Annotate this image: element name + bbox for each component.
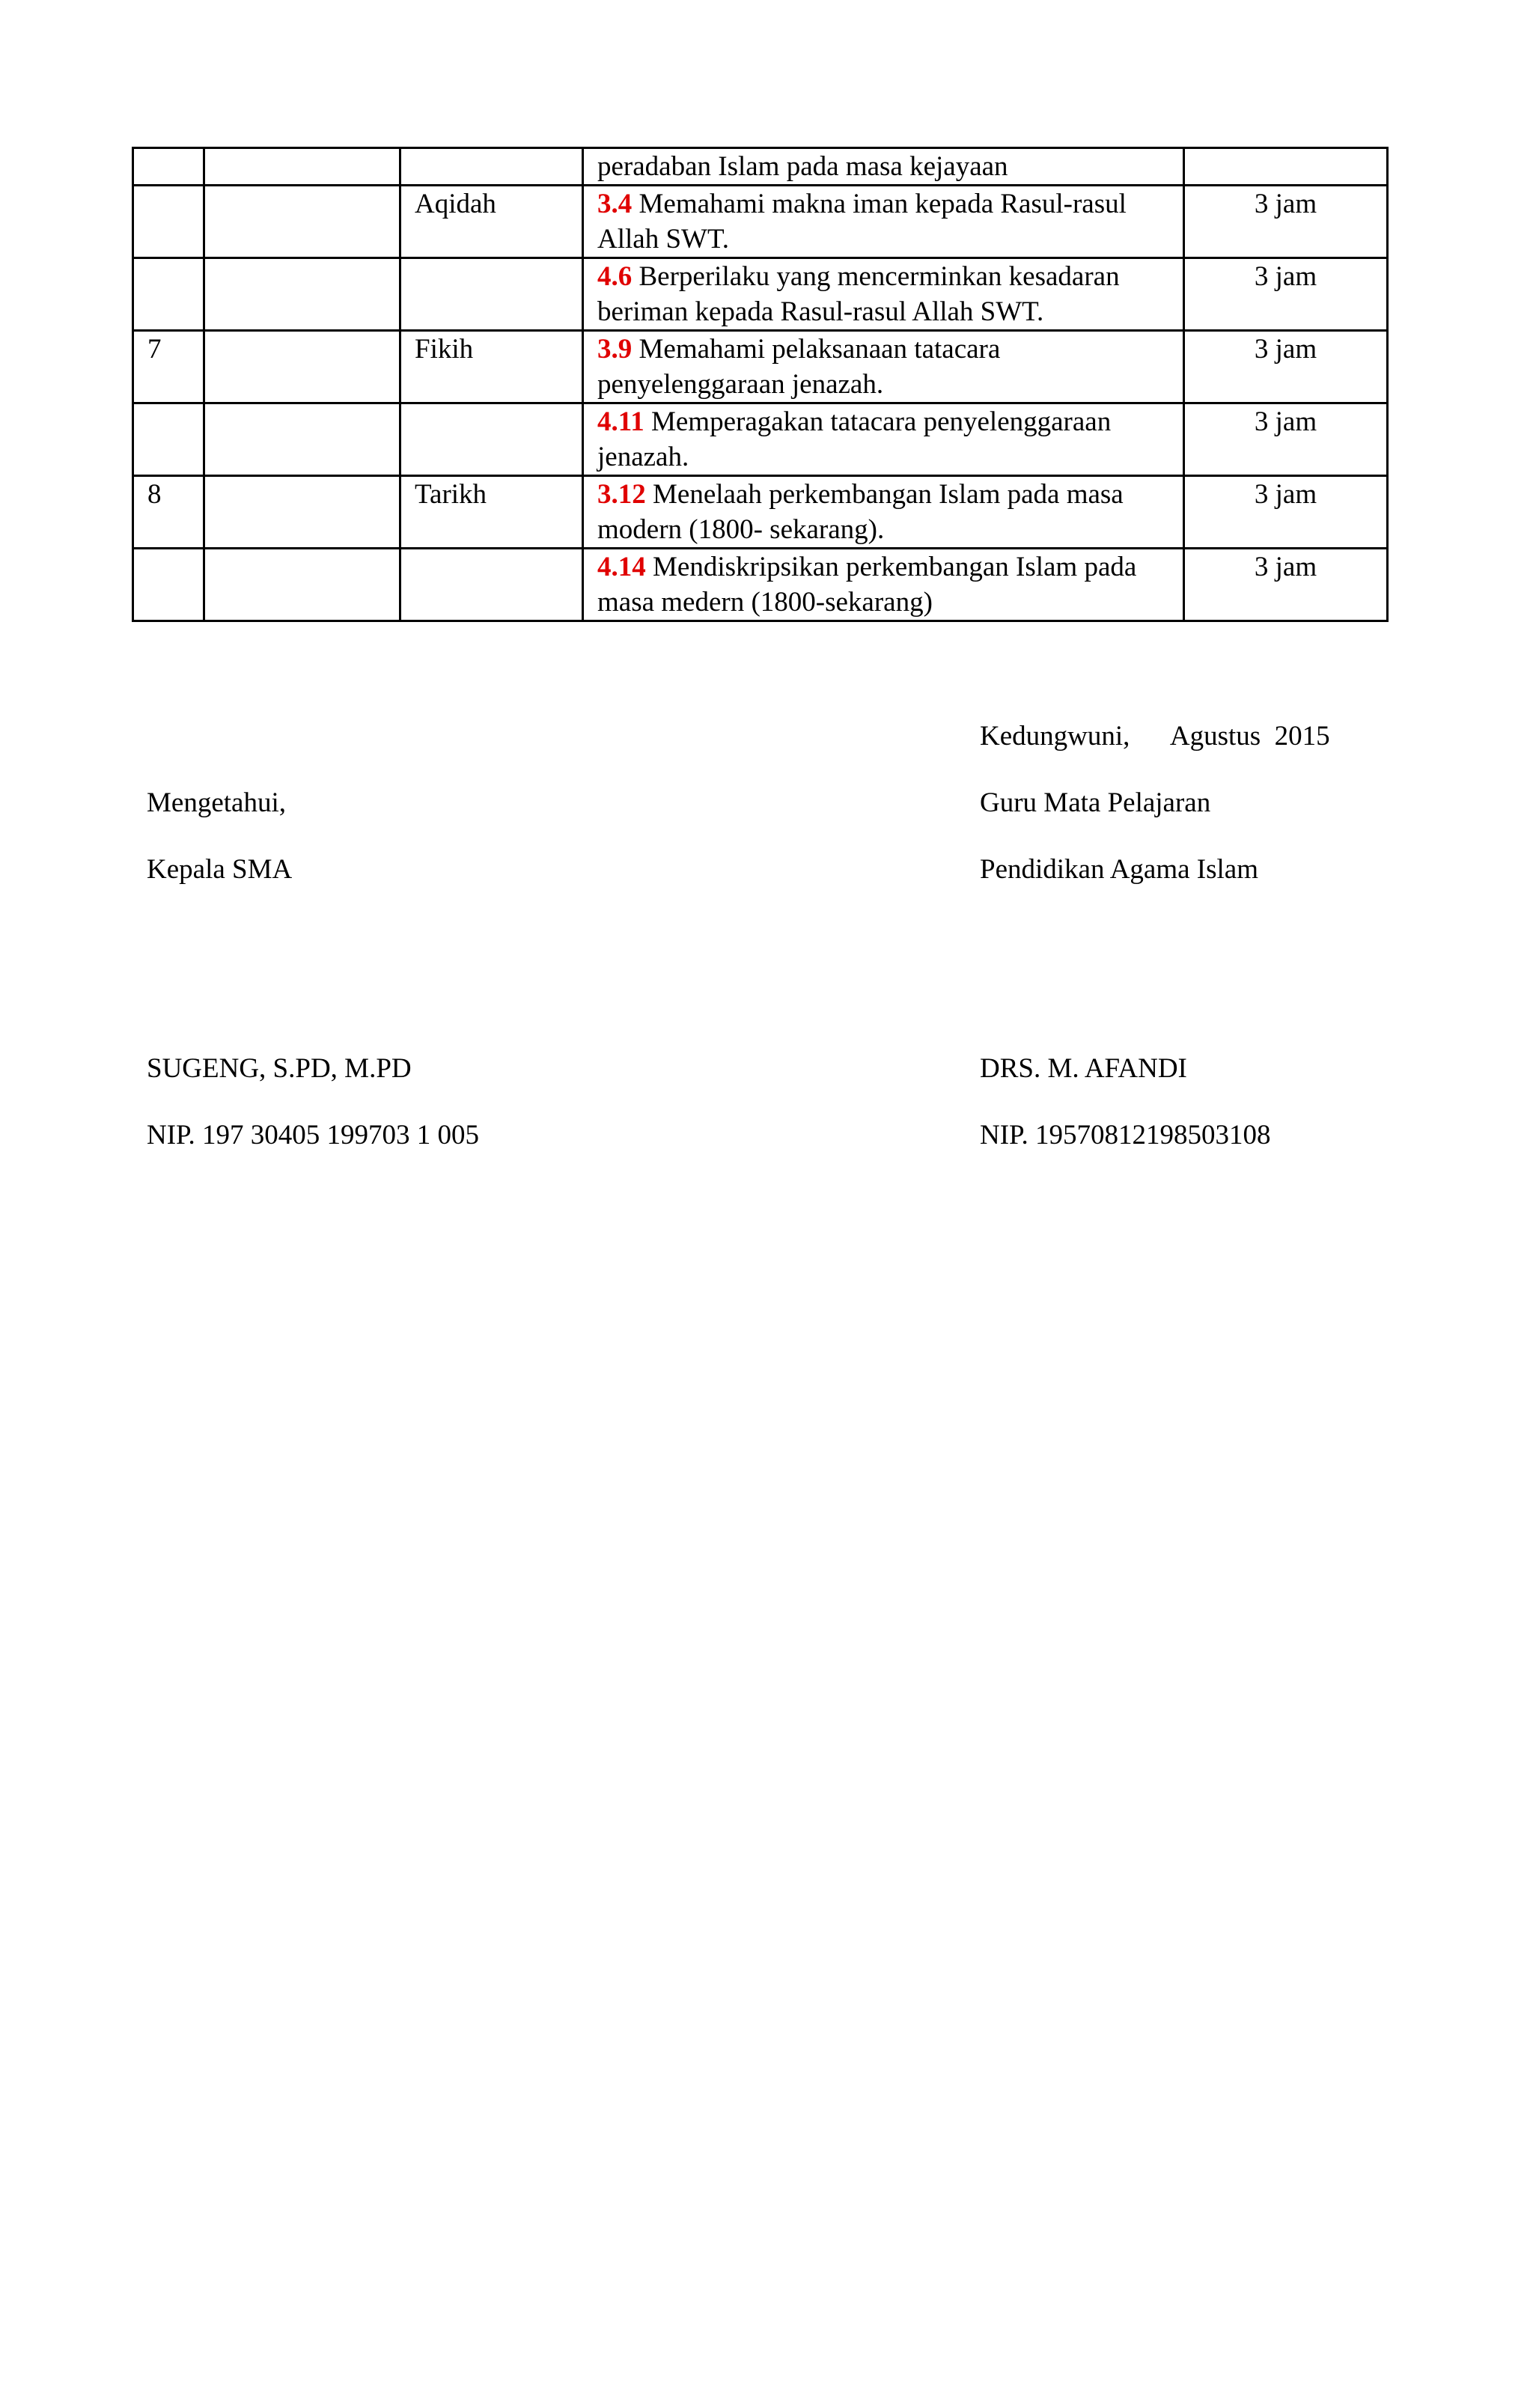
acknowledged-label: Mengetahui, [147, 787, 286, 818]
table-row [133, 476, 1388, 549]
row-number: 7 [133, 331, 204, 403]
competency-cell [583, 476, 1184, 549]
table-row [133, 258, 1388, 331]
teacher-name: DRS. M. AFANDI [980, 1053, 1187, 1084]
principal-position: Kepala SMA [147, 854, 293, 885]
sub-cell [204, 403, 400, 476]
sub-cell [204, 258, 400, 331]
table-row [133, 331, 1388, 403]
competency-text: Menelaah perkembangan Islam pada masa modern (1800- sekarang). [597, 479, 1124, 545]
table-row [133, 549, 1388, 621]
time-cell: 3 jam [1184, 549, 1388, 621]
time-cell: 3 jam [1184, 258, 1388, 331]
sub-cell [204, 476, 400, 549]
time-cell: 3 jam [1184, 476, 1388, 549]
topic-cell [400, 403, 583, 476]
row-number [133, 258, 204, 331]
competency-code: 4.11 [597, 406, 644, 437]
topic-cell [400, 148, 583, 186]
competency-cell [583, 331, 1184, 403]
competency-code: 4.6 [597, 261, 633, 292]
topic-cell: Tarikh [400, 476, 583, 549]
competency-text: Mendiskripsikan perkembangan Islam pada masa medern (1800-sekarang) [597, 552, 1137, 618]
sub-cell [204, 331, 400, 403]
place-date: Kedungwuni, Agustus 2015 [980, 721, 1330, 752]
table-row [133, 403, 1388, 476]
syllabus-table [132, 147, 1389, 622]
row-number [133, 549, 204, 621]
principal-name: SUGENG, S.PD, M.PD [147, 1053, 412, 1084]
competency-code: 4.14 [597, 552, 646, 582]
row-number [133, 186, 204, 258]
competency-code: 3.12 [597, 479, 646, 510]
competency-cell [583, 258, 1184, 331]
time-cell: 3 jam [1184, 331, 1388, 403]
competency-text: Memperagakan tatacara penyelenggaraan jenazah. [597, 406, 1112, 472]
sub-cell [204, 549, 400, 621]
table-row [133, 186, 1388, 258]
topic-cell: Aqidah [400, 186, 583, 258]
competency-cell [583, 549, 1184, 621]
teacher-role-line1: Guru Mata Pelajaran [980, 787, 1211, 818]
competency-code: 3.4 [597, 189, 633, 219]
topic-cell [400, 549, 583, 621]
competency-text: Berperilaku yang mencerminkan kesadaran beriman kepada Rasul-rasul Allah SWT. [597, 261, 1120, 327]
topic-cell: Fikih [400, 331, 583, 403]
row-number [133, 403, 204, 476]
competency-cell [583, 186, 1184, 258]
time-cell: 3 jam [1184, 186, 1388, 258]
table-row [133, 148, 1388, 186]
competency-text: peradaban Islam pada masa kejayaan [597, 151, 1008, 182]
time-cell: 3 jam [1184, 403, 1388, 476]
topic-cell [400, 258, 583, 331]
competency-cell [583, 148, 1184, 186]
sub-cell [204, 148, 400, 186]
time-cell [1184, 148, 1388, 186]
row-number [133, 148, 204, 186]
competency-cell [583, 403, 1184, 476]
teacher-role-line2: Pendidikan Agama Islam [980, 854, 1258, 885]
sub-cell [204, 186, 400, 258]
row-number: 8 [133, 476, 204, 549]
teacher-nip: NIP. 19570812198503108 [980, 1120, 1271, 1150]
competency-code: 3.9 [597, 334, 633, 365]
competency-text: Memahami makna iman kepada Rasul-rasul Allah SWT. [597, 189, 1127, 254]
competency-text: Memahami pelaksanaan tatacara penyelenggaraan jenazah. [597, 334, 1001, 400]
principal-nip: NIP. 197 30405 199703 1 005 [147, 1120, 480, 1150]
